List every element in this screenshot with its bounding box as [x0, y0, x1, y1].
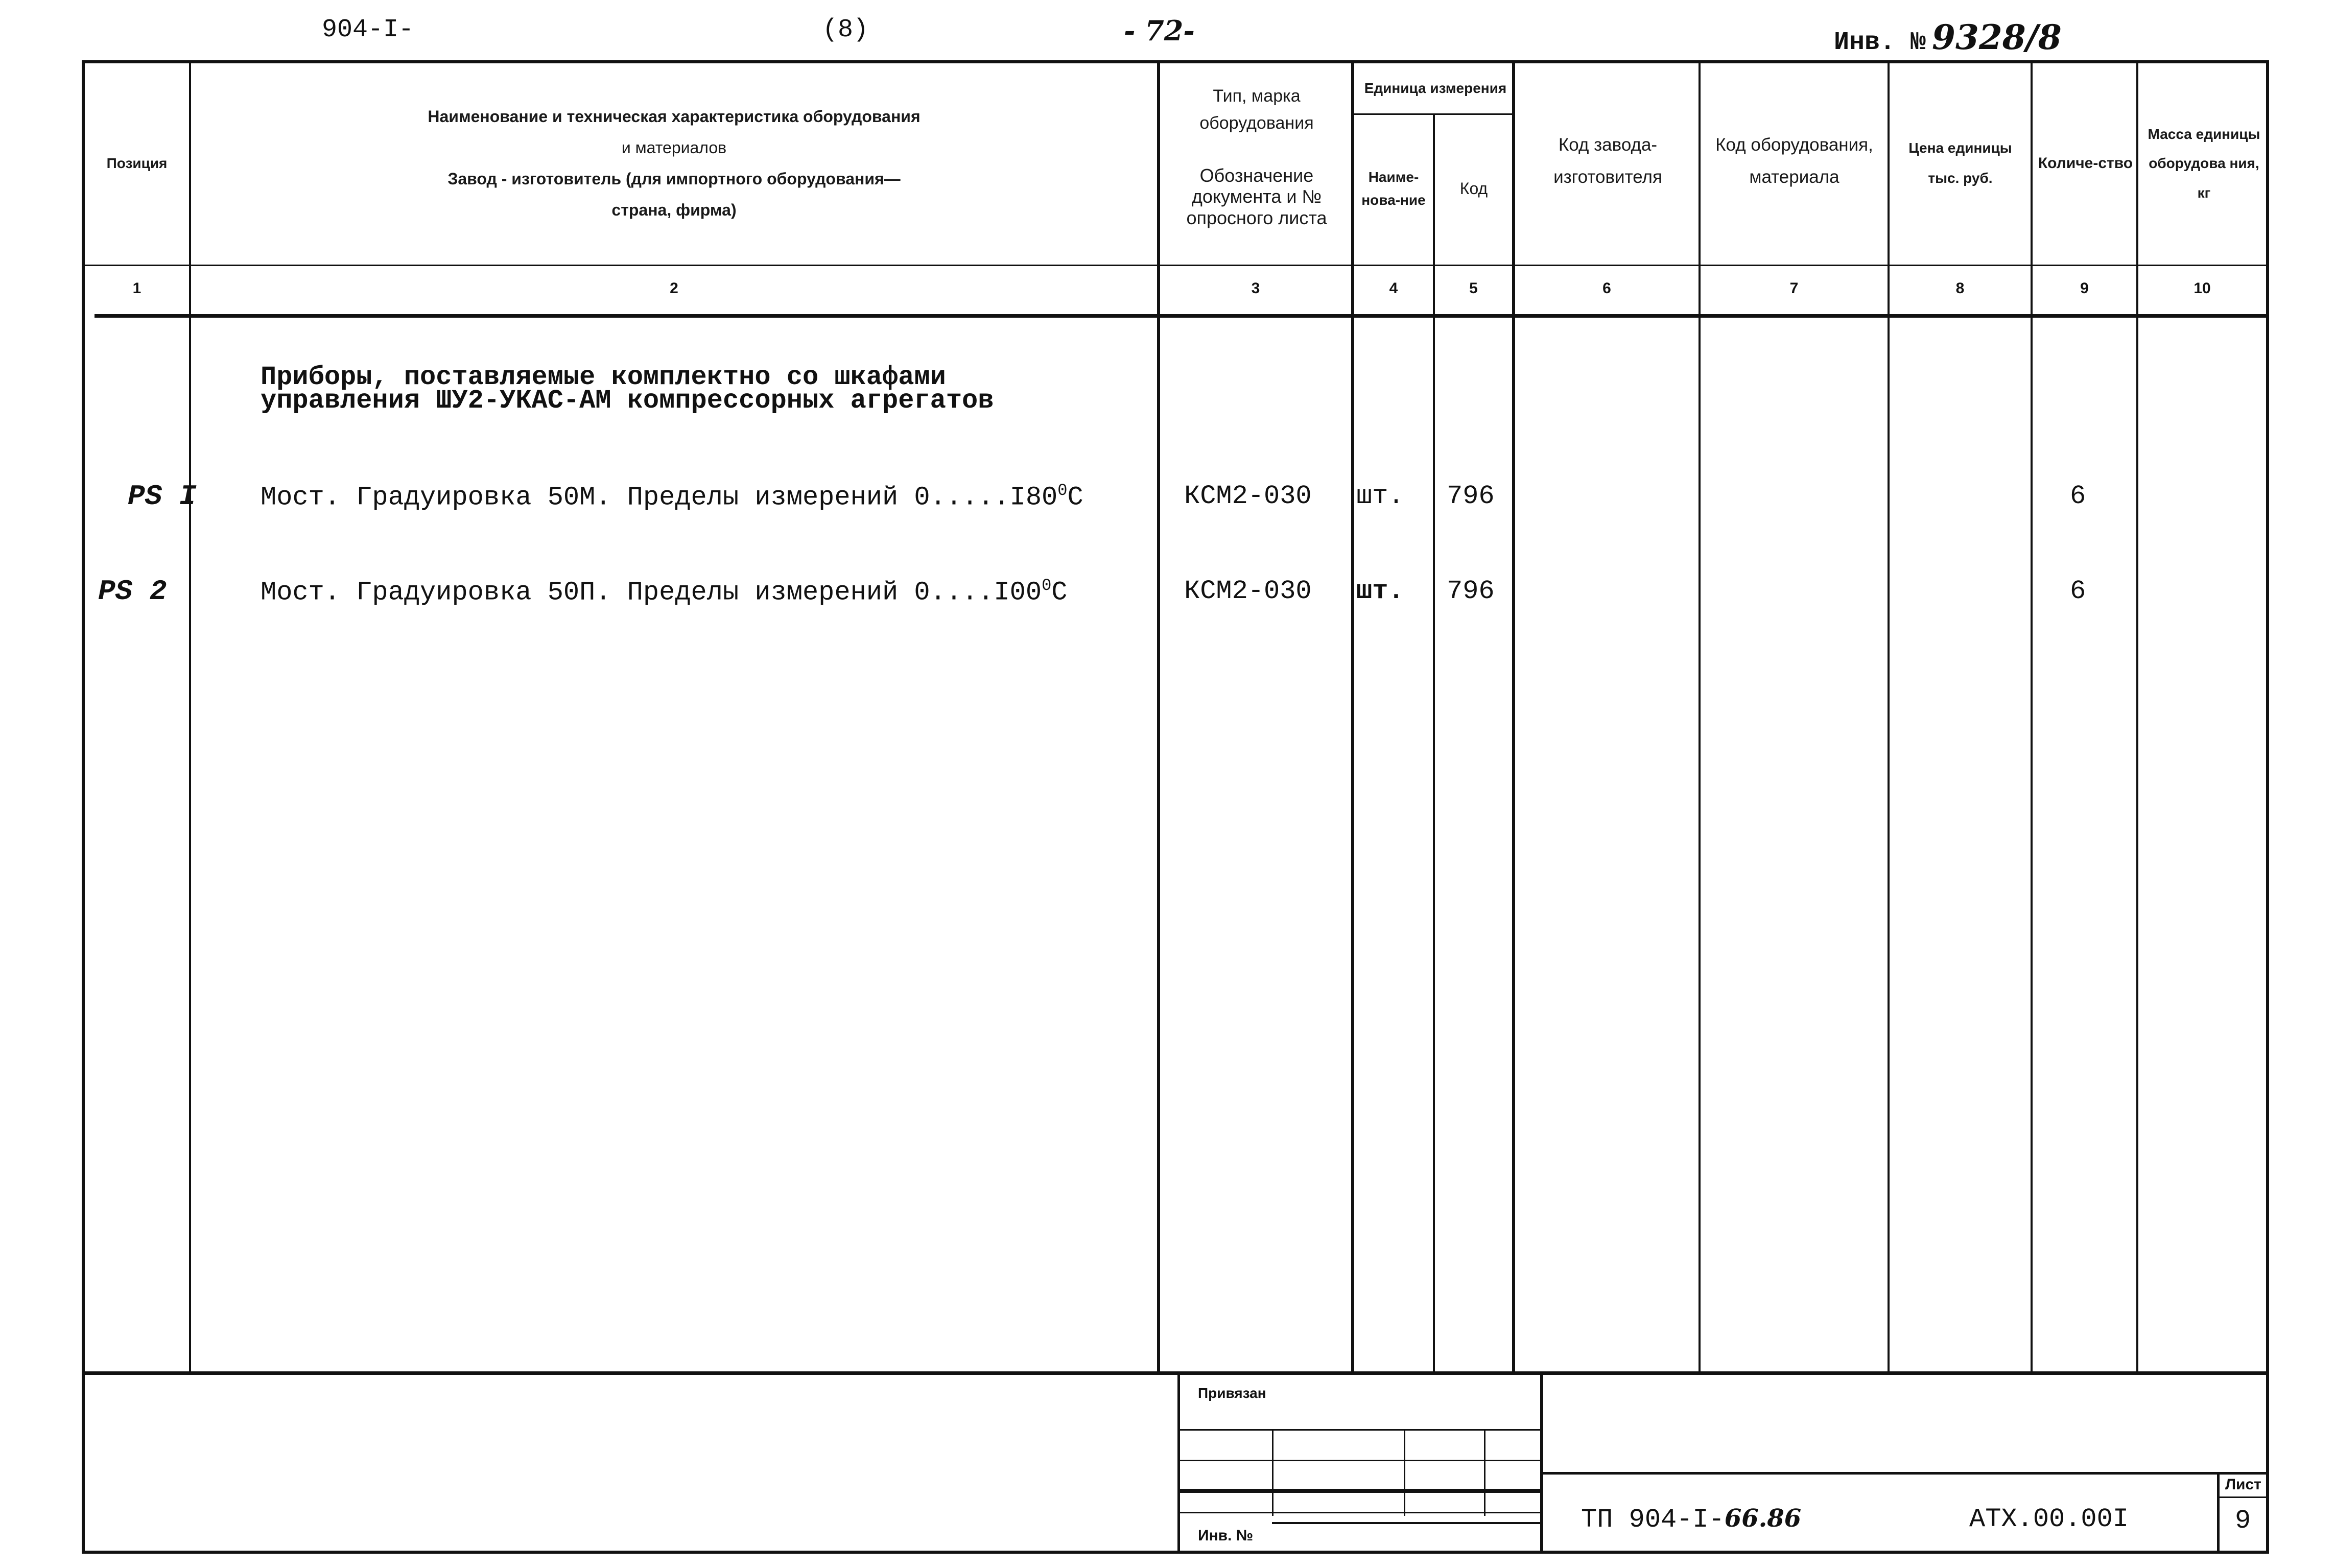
stamp-vline-3 — [1484, 1429, 1485, 1516]
stamp-vline-2 — [1404, 1429, 1405, 1516]
header-name-line1: Наименование и техническая характеристика оборудования — [428, 107, 921, 126]
row-2-unit-suffix: С — [1051, 577, 1068, 608]
col-line-3 — [1351, 60, 1354, 1371]
header-unit-mass: Масса единицы оборудова ния, кг — [2148, 126, 2260, 201]
row-2-name-text: Мост. Градуировка 50П. Пределы измерений 0....I00 — [261, 577, 1042, 608]
col-line-9 — [2136, 60, 2138, 1371]
row-2-quantity: 6 — [2070, 576, 2086, 606]
header-unit-group: Единица измерения — [1364, 80, 1507, 97]
column-number-3: 3 — [1251, 280, 1260, 297]
document-code: 904-I- — [322, 15, 414, 44]
col-line-6 — [1699, 60, 1701, 1371]
column-number-6: 6 — [1602, 280, 1611, 297]
col-line-1 — [189, 60, 191, 1371]
stamp-box-left — [1177, 1371, 1180, 1554]
column-number-2: 2 — [670, 280, 678, 297]
sheet-number: 9 — [2235, 1506, 2251, 1536]
row-1-unit: шт. — [1356, 481, 1404, 511]
column-number-7: 7 — [1789, 280, 1799, 297]
row-1-unit-suffix: С — [1067, 482, 1083, 513]
header-document-designation: Обозначение документа и № опросного листа — [1186, 164, 1327, 228]
project-code — [1581, 1504, 1801, 1535]
column-number-10: 10 — [2194, 280, 2211, 297]
column-number-1: 1 — [132, 280, 141, 297]
stamp-line-2 — [1177, 1460, 1543, 1461]
header-equipment-code: Код оборудования, материала — [1715, 135, 1873, 187]
stamp-box-right — [1540, 1371, 1543, 1554]
sheet-label: Лист — [2225, 1476, 2261, 1493]
column-number-divider — [95, 314, 2269, 318]
section-title-line1: Приборы, поставляемые комплектно со шкафами — [261, 362, 946, 392]
row-1-type: КСМ2-030 — [1184, 481, 1312, 511]
stamp-line-3 — [1177, 1489, 1543, 1493]
header-name-description — [191, 87, 1157, 240]
row-2-degree: 0 — [1042, 576, 1052, 595]
stamp-bound-label: Привязан — [1198, 1385, 1266, 1401]
page-number: - 72- — [1124, 14, 1195, 47]
project-code-prefix: ТП 904-I- — [1581, 1505, 1725, 1535]
col-line-2 — [1157, 60, 1160, 1371]
header-name-line4: страна, фирма) — [611, 200, 737, 219]
column-number-8: 8 — [1955, 280, 1965, 297]
stamp-inventory-underline — [1272, 1522, 1540, 1524]
row-2-type: КСМ2-030 — [1184, 576, 1312, 606]
drawing-code: АТХ.00.00I — [1969, 1504, 2129, 1534]
row-1-position: PS I — [128, 480, 197, 513]
row-1-name — [261, 481, 1083, 512]
section-title-line2: управления ШУ2-УКАС-АМ компрессорных агрегатов — [261, 386, 994, 416]
title-block-divider — [1540, 1472, 2269, 1475]
column-number-4: 4 — [1389, 280, 1398, 297]
sheet-box-divider — [2217, 1496, 2269, 1498]
col-line-5 — [1512, 60, 1515, 1371]
row-2-unit: шт. — [1356, 576, 1404, 606]
header-position: Позиция — [106, 155, 168, 172]
header-name-line2: и материалов — [621, 138, 727, 157]
inventory-number: 9328/8 — [1932, 17, 2062, 57]
header-unit-code: Код — [1459, 179, 1488, 198]
row-2-code: 796 — [1447, 576, 1495, 606]
section-title — [261, 362, 994, 416]
header-name-line3: Завод - изготовитель (для импортного оборудования— — [447, 170, 901, 188]
header-quantity: Количе-ство — [2038, 155, 2133, 172]
header-unit-name: Наиме-нова-ние — [1361, 169, 1426, 208]
column-number-5: 5 — [1469, 280, 1478, 297]
header-unit-price: Цена единицы тыс. руб. — [1908, 140, 2012, 186]
project-code-suffix: 66.86 — [1724, 1504, 1802, 1533]
stamp-inventory-label: Инв. № — [1198, 1527, 1254, 1544]
row-1-code: 796 — [1447, 481, 1495, 511]
inventory-block — [1834, 17, 2062, 57]
col-line-8 — [2031, 60, 2033, 1371]
header-manufacturer-code: Код завода-изготовителя — [1553, 135, 1662, 187]
row-2-position: PS 2 — [98, 575, 167, 608]
stamp-line-4 — [1177, 1512, 1543, 1513]
stamp-vline-1 — [1272, 1429, 1273, 1516]
sheet-box-left — [2217, 1472, 2220, 1554]
row-2-name — [261, 576, 1067, 607]
stamp-line-1 — [1177, 1429, 1543, 1431]
footer-divider — [82, 1371, 2269, 1375]
inventory-label: Инв. № — [1834, 28, 1926, 57]
row-1-degree: 0 — [1057, 481, 1068, 500]
col-line-7 — [1888, 60, 1890, 1371]
row-1-name-text: Мост. Градуировка 50М. Пределы измерений 0.....I80 — [261, 482, 1058, 513]
column-number-9: 9 — [2080, 280, 2089, 297]
row-1-quantity: 6 — [2070, 481, 2086, 511]
volume-number: (8) — [822, 15, 869, 44]
header-type-mark: Тип, марка оборудования — [1199, 86, 1314, 133]
